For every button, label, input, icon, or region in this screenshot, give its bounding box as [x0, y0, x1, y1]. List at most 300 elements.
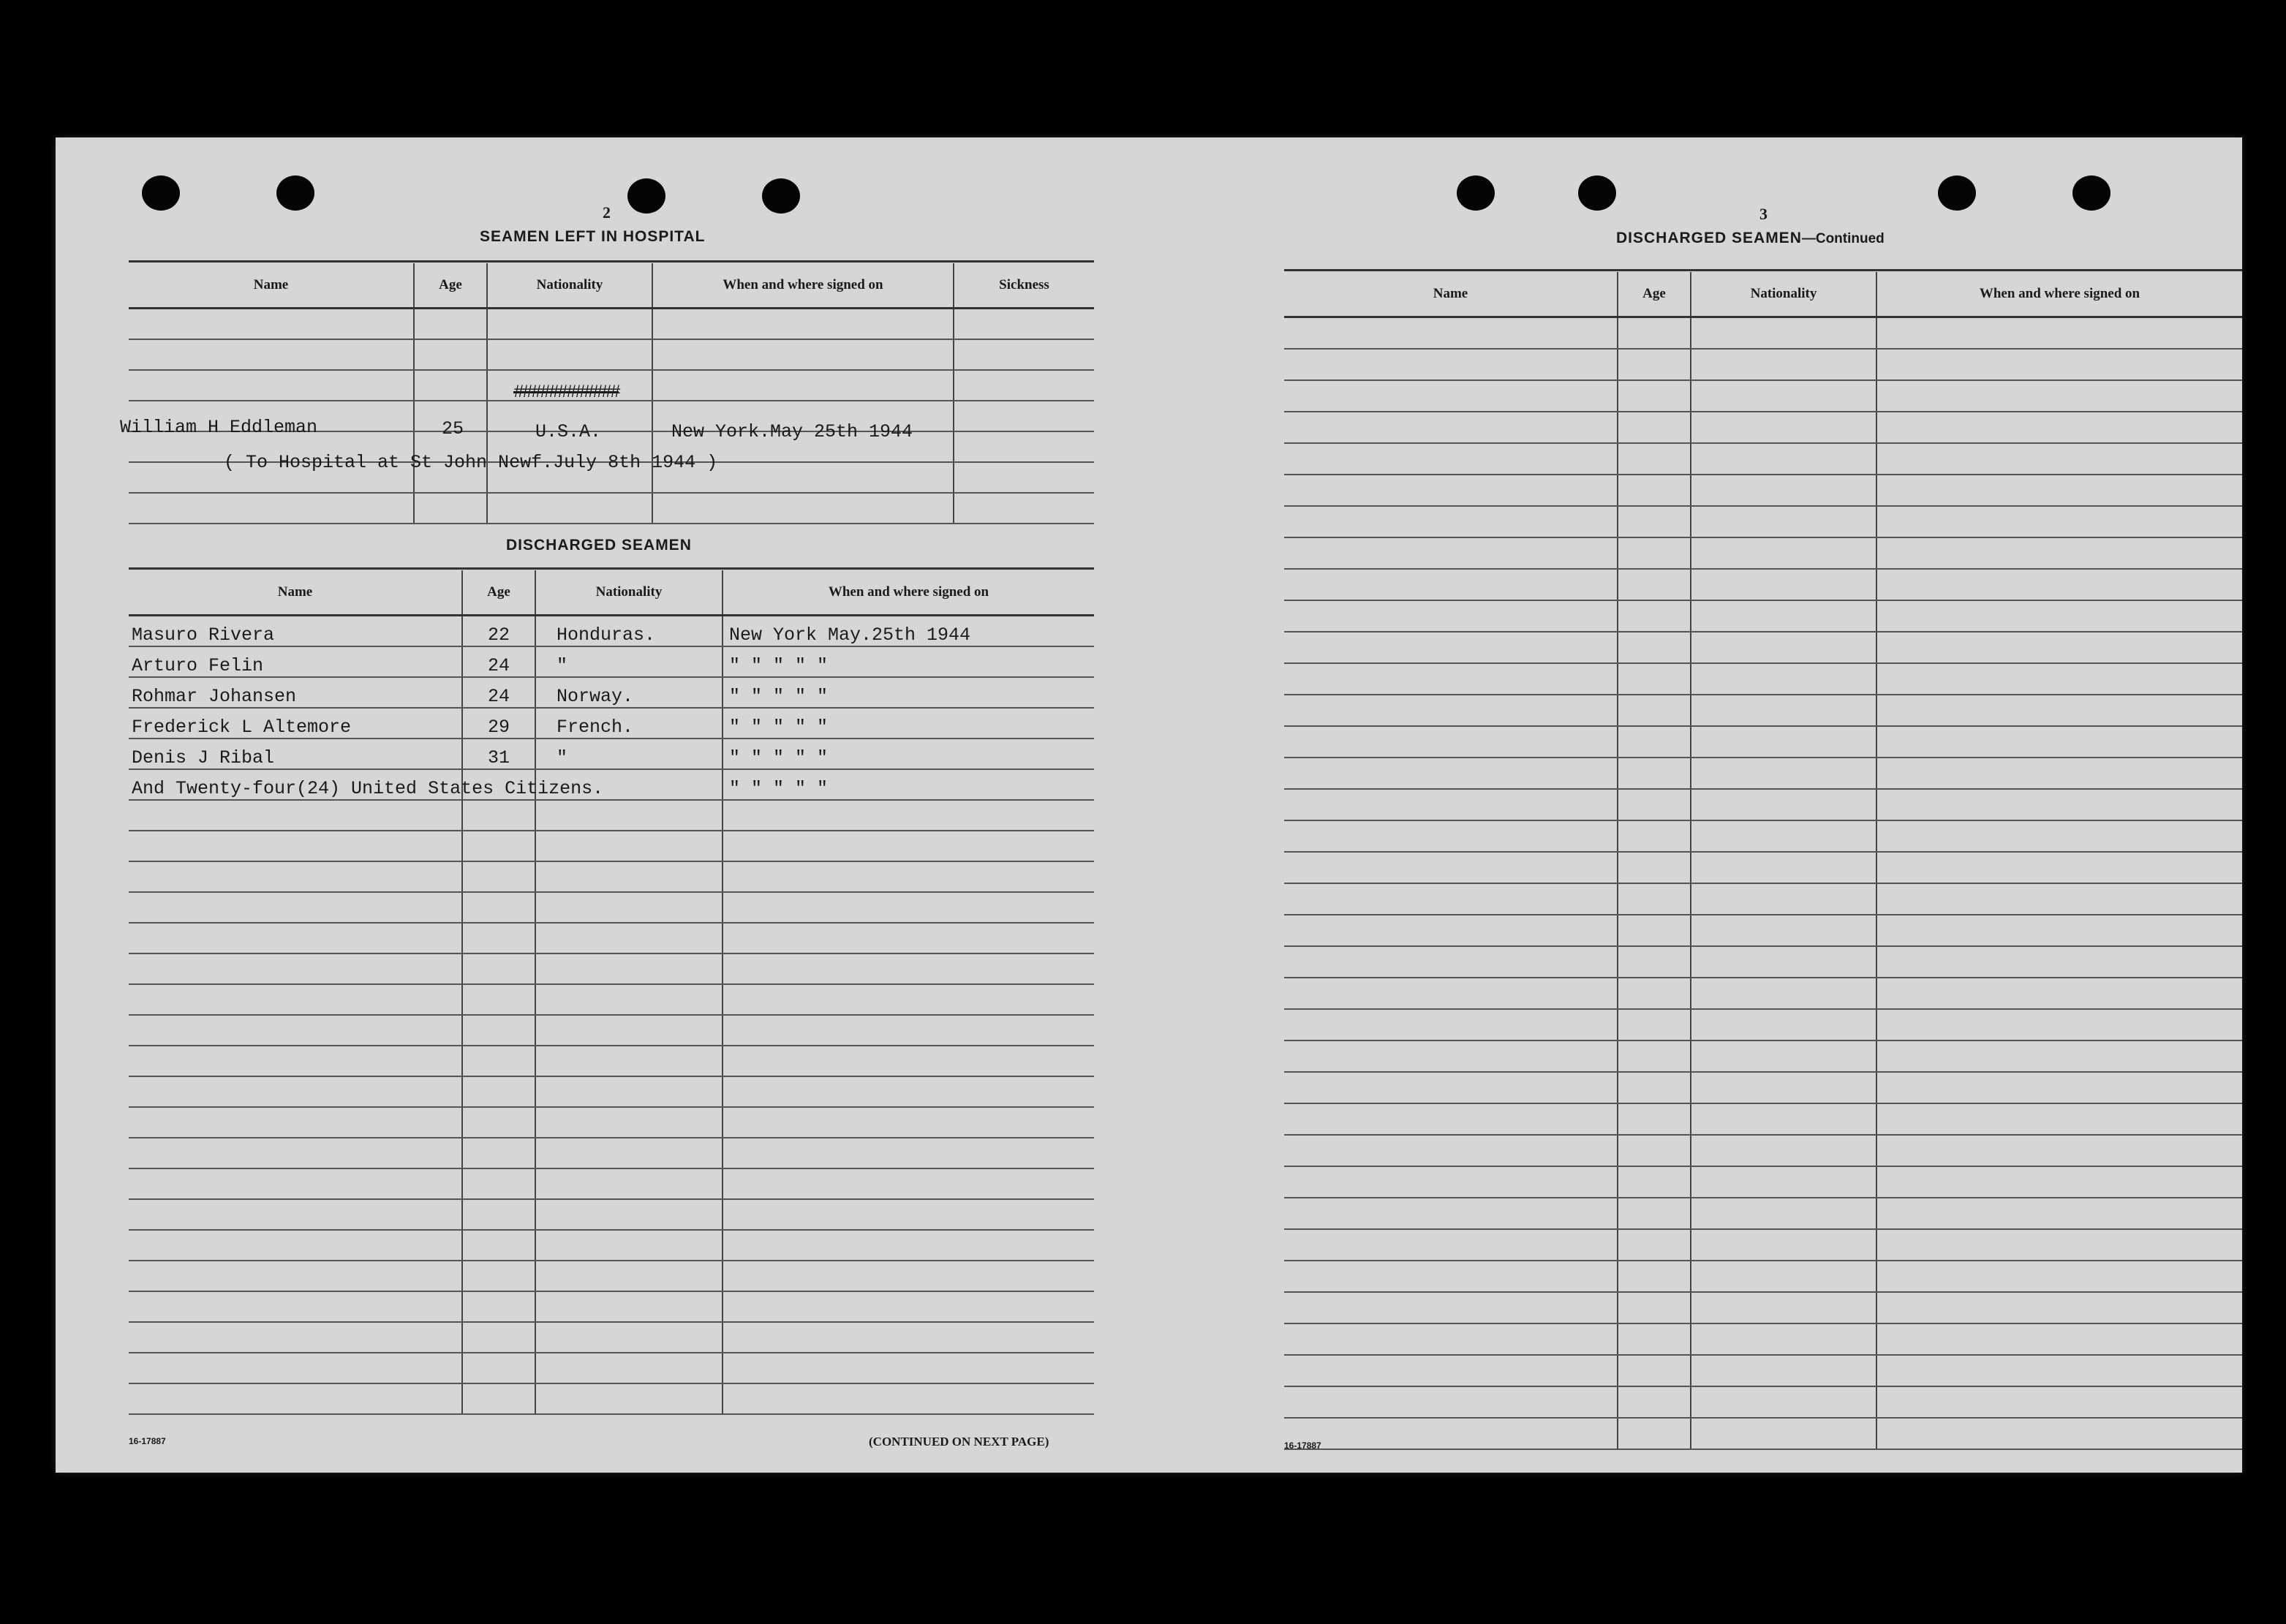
cell-nationality — [535, 892, 723, 923]
top-rule — [1284, 269, 2242, 271]
cell-name — [129, 1015, 462, 1046]
cell-age — [462, 953, 535, 984]
cell-name — [129, 800, 462, 831]
table-row — [129, 1138, 1094, 1168]
blank-cell — [1691, 1261, 1876, 1292]
cell-signed-on — [723, 1291, 1094, 1322]
cell-name: Masuro Rivera — [129, 616, 462, 647]
blank-cell — [1284, 380, 1618, 412]
cell-signed-on — [723, 1168, 1094, 1199]
cell-name — [129, 1230, 462, 1261]
cell-nationality — [535, 1383, 723, 1414]
blank-cell — [1691, 600, 1876, 632]
blank-cell — [1876, 600, 2242, 632]
blank-cell — [1876, 726, 2242, 758]
blank-cell — [1284, 1292, 1618, 1323]
blank-cell — [1876, 1041, 2242, 1072]
blank-cell — [1876, 1009, 2242, 1041]
cell-age — [462, 1046, 535, 1076]
cell-age: 24 — [462, 677, 535, 708]
cell-signed-on — [723, 1138, 1094, 1168]
cell-name — [129, 1076, 462, 1107]
table-row — [1284, 443, 2242, 475]
form-number: 16-17887 — [1284, 1440, 1321, 1451]
cell-name — [129, 1168, 462, 1199]
left-page — [56, 137, 1153, 1473]
cell-age — [462, 892, 535, 923]
table-row — [1284, 569, 2242, 600]
cell-signed-on — [723, 953, 1094, 984]
cell-signed-on: " " " " " — [723, 646, 1094, 677]
blank-cell — [1691, 883, 1876, 915]
cell-age — [462, 1322, 535, 1353]
table-row — [1284, 1041, 2242, 1072]
blank-cell — [1284, 820, 1618, 852]
blank-cell — [1284, 978, 1618, 1009]
blank-cell — [1876, 1166, 2242, 1198]
table-row — [1284, 349, 2242, 380]
blank-cell — [1618, 758, 1691, 789]
section-rule — [129, 567, 1094, 570]
punch-hole — [276, 175, 314, 211]
cell-name: Frederick L Altemore — [129, 708, 462, 739]
cell-nationality: French. — [535, 708, 723, 739]
blank-cell — [1618, 380, 1691, 412]
blank-cell — [1284, 915, 1618, 946]
blank-cell — [1618, 1103, 1691, 1135]
blank-cell — [1618, 443, 1691, 475]
cell-name — [129, 923, 462, 953]
blank-cell — [1618, 1292, 1691, 1323]
table-row — [1284, 1103, 2242, 1135]
hospital-note: ( To Hospital at St John Newf.July 8th 1944 ) — [224, 452, 718, 473]
table-row — [129, 646, 1094, 677]
blank-cell — [1284, 1041, 1618, 1072]
blank-cell — [1876, 1292, 2242, 1323]
table-row — [129, 1199, 1094, 1230]
blank-cell — [1618, 1135, 1691, 1166]
table-row — [1284, 726, 2242, 758]
title-main: DISCHARGED SEAMEN — [1616, 230, 1802, 246]
form-number: 16-17887 — [129, 1436, 166, 1446]
blank-cell — [1284, 632, 1618, 663]
struck-out-text: ############ — [513, 382, 619, 403]
table-row — [129, 1261, 1094, 1291]
blank-cell — [1618, 695, 1691, 726]
blank-cell — [1618, 1166, 1691, 1198]
blank-cell — [1618, 349, 1691, 380]
blank-cell — [1876, 820, 2242, 852]
cell-signed-on — [723, 831, 1094, 861]
table-row — [129, 1107, 1094, 1138]
cell-nationality — [535, 800, 723, 831]
blank-cell — [1284, 1261, 1618, 1292]
cell-signed-on — [723, 861, 1094, 892]
blank-cell — [1284, 600, 1618, 632]
cell-signed-on — [723, 1046, 1094, 1076]
table-row — [1284, 317, 2242, 350]
col-header-signed-on: When and where signed on — [1876, 272, 2242, 317]
blank-cell — [1618, 663, 1691, 695]
blank-cell — [1876, 695, 2242, 726]
cell-nationality: " — [535, 646, 723, 677]
table-row — [1284, 412, 2242, 443]
cell-age — [462, 1291, 535, 1322]
blank-cell — [1876, 1261, 2242, 1292]
blank-cell — [1618, 317, 1691, 350]
cell-name — [129, 1353, 462, 1383]
blank-cell — [1618, 1355, 1691, 1386]
cell-age: 22 — [462, 616, 535, 647]
punch-hole — [1457, 175, 1495, 211]
blank-cell — [1691, 443, 1876, 475]
blank-cell — [1618, 1323, 1691, 1355]
col-header-sickness: Sickness — [954, 263, 1094, 309]
table-row — [129, 831, 1094, 861]
table-row — [1284, 663, 2242, 695]
blank-cell — [1691, 946, 1876, 978]
cell-nationality — [535, 953, 723, 984]
blank-cell — [1691, 978, 1876, 1009]
blank-cell — [1618, 632, 1691, 663]
cell-signed-on: " " " " " — [723, 739, 1094, 769]
cell-name — [129, 831, 462, 861]
blank-cell — [1284, 1009, 1618, 1041]
cell-signed-on — [723, 1076, 1094, 1107]
col-header-name: Name — [129, 570, 462, 616]
blank-cell — [1618, 946, 1691, 978]
table-row — [129, 1168, 1094, 1199]
title-suffix: —Continued — [1801, 231, 1885, 246]
blank-cell — [1618, 600, 1691, 632]
blank-cell — [1284, 537, 1618, 569]
discharged-rows — [129, 616, 1094, 1415]
cell-age: 29 — [462, 708, 535, 739]
blank-cell — [1618, 1229, 1691, 1261]
blank-cell — [1876, 1103, 2242, 1135]
table-row — [1284, 380, 2242, 412]
table-row — [129, 339, 1094, 370]
table-row — [1284, 852, 2242, 883]
cell-name: And Twenty-four(24) United States Citizens. — [129, 769, 462, 800]
blank-cell — [1876, 1229, 2242, 1261]
cell-signed-on — [723, 800, 1094, 831]
cell-nationality — [535, 1291, 723, 1322]
discharged-continued-title — [1616, 230, 1885, 247]
blank-cell — [1876, 1323, 2242, 1355]
cell-age — [462, 1261, 535, 1291]
blank-cell — [1691, 380, 1876, 412]
blank-cell — [1876, 852, 2242, 883]
table-row — [1284, 978, 2242, 1009]
blank-cell — [1618, 1261, 1691, 1292]
punch-hole — [142, 175, 180, 211]
blank-cell — [1876, 349, 2242, 380]
blank-cell — [1876, 317, 2242, 350]
col-header-age: Age — [462, 570, 535, 616]
discharged-table — [129, 570, 1094, 1415]
blank-cell — [1691, 1135, 1876, 1166]
discharged-section-title: DISCHARGED SEAMEN — [506, 537, 692, 554]
page-number: 3 — [1759, 205, 1768, 223]
blank-cell — [1284, 506, 1618, 537]
table-row — [1284, 915, 2242, 946]
cell-nationality — [535, 1015, 723, 1046]
table-row — [1284, 1355, 2242, 1386]
blank-cell — [1691, 1103, 1876, 1135]
table-row — [1284, 1418, 2242, 1449]
table-row — [129, 739, 1094, 769]
col-header-name: Name — [1284, 272, 1618, 317]
cell-nationality — [535, 831, 723, 861]
col-header-nationality: Nationality — [1691, 272, 1876, 317]
blank-cell — [1691, 852, 1876, 883]
blank-cell — [1284, 946, 1618, 978]
cell-age — [462, 1107, 535, 1138]
cell-name — [129, 1046, 462, 1076]
cell-age — [462, 1015, 535, 1046]
table-row — [129, 616, 1094, 647]
table-row — [129, 984, 1094, 1015]
cell-signed-on: " " " " " — [723, 708, 1094, 739]
punch-hole — [762, 178, 800, 214]
punch-hole — [2072, 175, 2110, 211]
blank-cell — [1876, 412, 2242, 443]
blank-cell — [1284, 726, 1618, 758]
table-row — [129, 1322, 1094, 1353]
blank-cell — [1876, 443, 2242, 475]
cell-age — [462, 1138, 535, 1168]
blank-cell — [1618, 475, 1691, 506]
punch-hole — [627, 178, 665, 214]
blank-cell — [1876, 946, 2242, 978]
cell-age — [462, 1383, 535, 1414]
blank-cell — [1691, 1323, 1876, 1355]
blank-cell — [1691, 537, 1876, 569]
blank-cell — [1284, 349, 1618, 380]
blank-cell — [1618, 915, 1691, 946]
cell-nationality — [535, 923, 723, 953]
cell-name — [129, 953, 462, 984]
cell-nationality: Norway. — [535, 677, 723, 708]
blank-cell — [1691, 1198, 1876, 1229]
table-row — [1284, 1166, 2242, 1198]
table-row — [129, 1076, 1094, 1107]
table-row — [1284, 1229, 2242, 1261]
cell-nationality — [535, 1046, 723, 1076]
blank-cell — [1284, 1323, 1618, 1355]
blank-cell — [1876, 1418, 2242, 1449]
punch-hole — [1578, 175, 1616, 211]
table-row — [1284, 537, 2242, 569]
cell-age — [462, 831, 535, 861]
blank-cell — [1691, 569, 1876, 600]
blank-cell — [1284, 883, 1618, 915]
blank-cell — [1691, 1041, 1876, 1072]
blank-cell — [1691, 1355, 1876, 1386]
cell-nationality — [535, 1138, 723, 1168]
blank-cell — [1876, 663, 2242, 695]
cell-name — [129, 1199, 462, 1230]
blank-cell — [1284, 1072, 1618, 1103]
blank-cell — [1618, 726, 1691, 758]
table-row — [129, 1015, 1094, 1046]
blank-cell — [1691, 789, 1876, 820]
blank-cell — [1284, 412, 1618, 443]
blank-cell — [1876, 883, 2242, 915]
top-rule — [129, 260, 1094, 263]
blank-cell — [1876, 537, 2242, 569]
table-row — [1284, 695, 2242, 726]
page-number: 2 — [603, 203, 611, 222]
cell-age — [462, 800, 535, 831]
col-header-nationality: Nationality — [535, 570, 723, 616]
blank-cell — [1691, 1229, 1876, 1261]
table-row — [1284, 632, 2242, 663]
table-row — [1284, 883, 2242, 915]
cell-nationality — [535, 1322, 723, 1353]
blank-cell — [1618, 537, 1691, 569]
blank-cell — [1284, 1418, 1618, 1449]
blank-cell — [1284, 758, 1618, 789]
table-row — [1284, 1072, 2242, 1103]
cell-name — [129, 1291, 462, 1322]
table-row — [129, 708, 1094, 739]
blank-cell — [1876, 380, 2242, 412]
cell-signed-on: New York May.25th 1944 — [723, 616, 1094, 647]
blank-cell — [1876, 506, 2242, 537]
blank-cell — [1284, 1198, 1618, 1229]
blank-cell — [1876, 789, 2242, 820]
table-row — [129, 1383, 1094, 1414]
cell-name: Arturo Felin — [129, 646, 462, 677]
right-page — [1153, 137, 2242, 1473]
blank-cell — [1284, 695, 1618, 726]
cell-age — [462, 923, 535, 953]
table-row — [129, 1291, 1094, 1322]
blank-cell — [1876, 758, 2242, 789]
table-row — [129, 923, 1094, 953]
cell-signed-on — [723, 1261, 1094, 1291]
blank-cell — [1618, 883, 1691, 915]
cell-name — [129, 1383, 462, 1414]
cell-age — [462, 1168, 535, 1199]
cell-nationality — [535, 1076, 723, 1107]
cell-signed-on — [723, 1107, 1094, 1138]
blank-cell — [1284, 852, 1618, 883]
cell-signed-on: " " " " " — [723, 677, 1094, 708]
blank-cell — [1284, 475, 1618, 506]
blank-cell — [1691, 758, 1876, 789]
cell-nationality: " — [535, 739, 723, 769]
cell-signed-on — [723, 1322, 1094, 1353]
blank-cell — [1691, 820, 1876, 852]
cell-name — [129, 1322, 462, 1353]
cell-nationality — [535, 1230, 723, 1261]
table-row — [1284, 1009, 2242, 1041]
table-row — [1284, 789, 2242, 820]
table-row — [1284, 1386, 2242, 1418]
blank-cell — [1876, 1072, 2242, 1103]
blank-cell — [1691, 475, 1876, 506]
blank-cell — [1876, 1198, 2242, 1229]
blank-cell — [1876, 915, 2242, 946]
cell-signed-on — [723, 1383, 1094, 1414]
cell-age — [462, 861, 535, 892]
table-row — [1284, 946, 2242, 978]
blank-cell — [1691, 632, 1876, 663]
blank-cell — [1618, 1198, 1691, 1229]
blank-cell — [1691, 1009, 1876, 1041]
blank-cell — [1691, 317, 1876, 350]
blank-cell — [1876, 1386, 2242, 1418]
blank-cell — [1284, 569, 1618, 600]
cell-signed-on — [723, 923, 1094, 953]
hospital-entry-signed-on: New York.May 25th 1944 — [671, 421, 913, 442]
blank-cell — [1618, 1009, 1691, 1041]
blank-cell — [1691, 1072, 1876, 1103]
blank-cell — [1618, 1072, 1691, 1103]
table-row — [129, 800, 1094, 831]
blank-cell — [1618, 978, 1691, 1009]
blank-cell — [1691, 349, 1876, 380]
blank-cell — [1691, 412, 1876, 443]
table-row — [1284, 1135, 2242, 1166]
hospital-entry-age: 25 — [442, 418, 464, 439]
col-header-nationality: Nationality — [487, 263, 652, 309]
blank-cell — [1284, 443, 1618, 475]
table-row — [1284, 1292, 2242, 1323]
blank-cell — [1618, 1041, 1691, 1072]
blank-cell — [1691, 726, 1876, 758]
blank-cell — [1876, 1355, 2242, 1386]
cell-name — [129, 1261, 462, 1291]
hospital-entry-nationality: U.S.A. — [535, 421, 602, 442]
col-header-signed-on: When and where signed on — [723, 570, 1094, 616]
table-row — [1284, 600, 2242, 632]
table-row — [129, 677, 1094, 708]
table-row — [1284, 506, 2242, 537]
col-header-name: Name — [129, 263, 414, 309]
cell-signed-on: " " " " " — [723, 769, 1094, 800]
table-row — [129, 769, 1094, 800]
blank-cell — [1876, 475, 2242, 506]
blank-cell — [1618, 789, 1691, 820]
blank-cell — [1691, 695, 1876, 726]
blank-cell — [1876, 978, 2242, 1009]
cell-nationality — [535, 984, 723, 1015]
cell-name — [129, 984, 462, 1015]
blank-cell — [1618, 852, 1691, 883]
blank-cell — [1284, 789, 1618, 820]
hospital-entry-name: William H Eddleman — [120, 417, 318, 438]
cell-age — [462, 1076, 535, 1107]
cell-age — [462, 1199, 535, 1230]
punch-hole — [1938, 175, 1976, 211]
cell-name — [129, 892, 462, 923]
cell-name — [129, 1138, 462, 1168]
blank-cell — [1691, 915, 1876, 946]
blank-cell — [1284, 1103, 1618, 1135]
table-row — [1284, 475, 2242, 506]
col-header-age: Age — [1618, 272, 1691, 317]
continued-note: (CONTINUED ON NEXT PAGE) — [869, 1435, 1049, 1449]
cell-age: 24 — [462, 646, 535, 677]
cell-nationality — [535, 1168, 723, 1199]
cell-signed-on — [723, 1230, 1094, 1261]
blank-rows — [1284, 317, 2242, 1450]
cell-nationality — [535, 861, 723, 892]
